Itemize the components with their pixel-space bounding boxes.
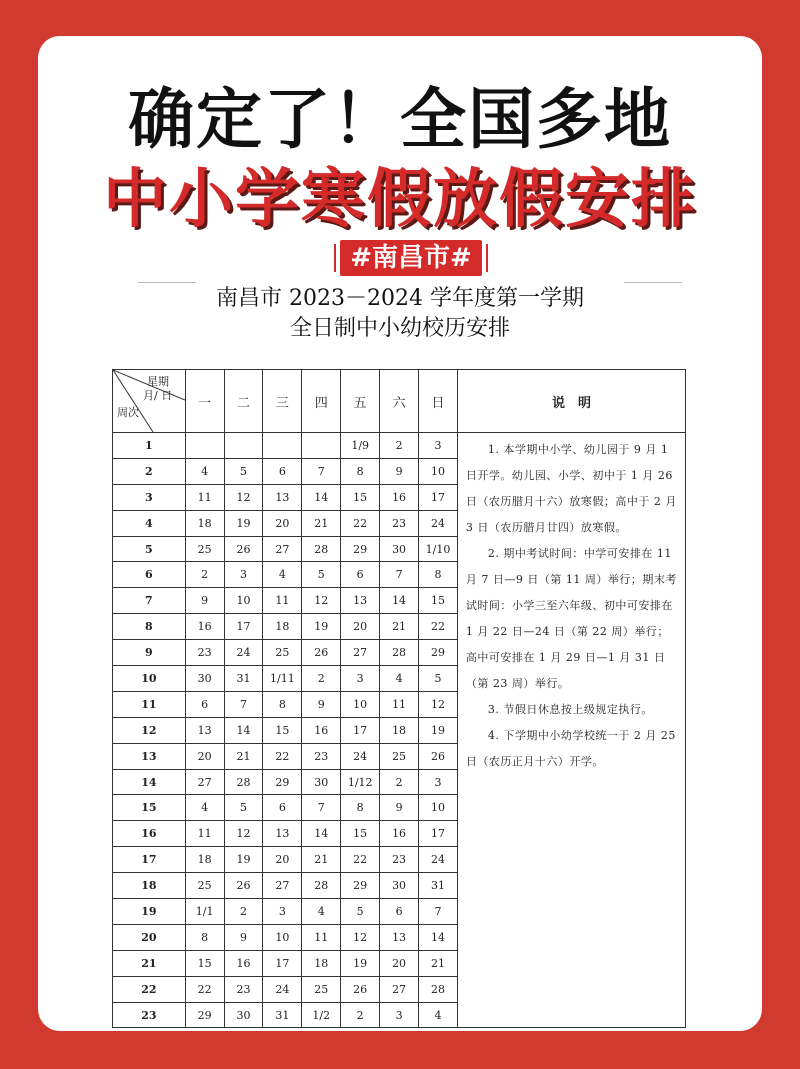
- day-cell: 17: [224, 614, 263, 640]
- week-number-cell: 13: [113, 743, 186, 769]
- day-cell: 7: [302, 795, 341, 821]
- note-paragraph: 4. 下学期中小幼学校统一于 2 月 25 日（农历正月十六）开学。: [465, 729, 676, 768]
- day-cell: 16: [380, 821, 419, 847]
- day-cell: 16: [185, 614, 224, 640]
- day-cell: 15: [341, 484, 380, 510]
- weekday-header: 五: [341, 370, 380, 433]
- day-cell: 2: [224, 899, 263, 925]
- day-cell: 3: [419, 433, 458, 459]
- notes-header: 说 明: [457, 370, 685, 433]
- day-cell: 13: [263, 484, 302, 510]
- day-cell: 29: [263, 769, 302, 795]
- day-cell: 1/10: [419, 536, 458, 562]
- day-cell: 27: [380, 976, 419, 1002]
- day-cell: 6: [341, 562, 380, 588]
- day-cell: 17: [419, 821, 458, 847]
- day-cell: 5: [419, 666, 458, 692]
- day-cell: 25: [380, 743, 419, 769]
- day-cell: 19: [224, 847, 263, 873]
- day-cell: 19: [224, 510, 263, 536]
- day-cell: 30: [185, 666, 224, 692]
- week-number-cell: 16: [113, 821, 186, 847]
- day-cell: 21: [224, 743, 263, 769]
- day-cell: 9: [380, 458, 419, 484]
- week-number-cell: 17: [113, 847, 186, 873]
- day-cell: 9: [302, 691, 341, 717]
- day-cell: 3: [263, 899, 302, 925]
- day-cell: 19: [341, 950, 380, 976]
- day-cell: 21: [302, 510, 341, 536]
- day-cell: 29: [419, 640, 458, 666]
- day-cell: [263, 433, 302, 459]
- week-number-cell: 22: [113, 976, 186, 1002]
- week-number-cell: 7: [113, 588, 186, 614]
- day-cell: 20: [380, 950, 419, 976]
- day-cell: 8: [341, 458, 380, 484]
- day-cell: 23: [224, 976, 263, 1002]
- day-cell: 1/11: [263, 666, 302, 692]
- week-number-cell: 19: [113, 899, 186, 925]
- day-cell: 6: [185, 691, 224, 717]
- day-cell: 30: [380, 536, 419, 562]
- day-cell: 15: [263, 717, 302, 743]
- day-cell: 26: [419, 743, 458, 769]
- weekday-header: 二: [224, 370, 263, 433]
- day-cell: 15: [341, 821, 380, 847]
- day-cell: 7: [380, 562, 419, 588]
- day-cell: 3: [341, 666, 380, 692]
- day-cell: 4: [185, 458, 224, 484]
- day-cell: 31: [419, 873, 458, 899]
- week-number-cell: 23: [113, 1002, 186, 1028]
- document-title: 南昌市 2023－2024 学年度第一学期: [216, 286, 584, 311]
- day-cell: 6: [263, 458, 302, 484]
- day-cell: 28: [302, 873, 341, 899]
- day-cell: 13: [263, 821, 302, 847]
- notes-cell: [457, 433, 685, 1028]
- note-paragraph: 3. 节假日休息按上级规定执行。: [487, 703, 653, 716]
- week-number-cell: 11: [113, 691, 186, 717]
- day-cell: 12: [302, 588, 341, 614]
- day-cell: 11: [185, 821, 224, 847]
- day-cell: 15: [185, 950, 224, 976]
- week-number-cell: 12: [113, 717, 186, 743]
- day-cell: 26: [224, 536, 263, 562]
- note-paragraph: 2. 期中考试时间：中学可安排在 11 月 7 日—9 日（第 11 周）举行；期末考试时间：小学三至六年级、初中可安排在 1 月 22 日—24 日（第 22 周）举行；高中可安排在 1 月 29 日—1 月 31 日（第 23 周）举行。: [465, 547, 677, 690]
- day-cell: 24: [224, 640, 263, 666]
- document-subtitle: 全日制中小幼校历安排: [289, 316, 510, 341]
- headline-line-2: 中小学寒假放假安排: [103, 163, 697, 237]
- day-cell: 11: [263, 588, 302, 614]
- poster-card: [38, 36, 762, 1031]
- day-cell: 29: [341, 873, 380, 899]
- divider-right: [624, 282, 682, 283]
- day-cell: 11: [302, 924, 341, 950]
- week-number-cell: 14: [113, 769, 186, 795]
- day-cell: 12: [341, 924, 380, 950]
- day-cell: 21: [302, 847, 341, 873]
- day-cell: 11: [185, 484, 224, 510]
- day-cell: 10: [224, 588, 263, 614]
- day-cell: 10: [419, 458, 458, 484]
- day-cell: 22: [419, 614, 458, 640]
- week-number-cell: 6: [113, 562, 186, 588]
- day-cell: 4: [419, 1002, 458, 1028]
- day-cell: 28: [419, 976, 458, 1002]
- day-cell: 10: [263, 924, 302, 950]
- note-paragraph: 1. 本学期中小学、幼儿园于 9 月 1 日开学。幼儿园、小学、初中于 1 月 26 日（农历腊月十六）放寒假；高中于 2 月 3 日（农历腊月廿四）放寒假。: [465, 443, 677, 534]
- day-cell: 18: [185, 847, 224, 873]
- day-cell: 6: [263, 795, 302, 821]
- day-cell: 5: [341, 899, 380, 925]
- day-cell: 26: [302, 640, 341, 666]
- day-cell: 12: [419, 691, 458, 717]
- day-cell: 24: [263, 976, 302, 1002]
- week-number-cell: 1: [113, 433, 186, 459]
- day-cell: 14: [302, 484, 341, 510]
- day-cell: 13: [341, 588, 380, 614]
- day-cell: 30: [224, 1002, 263, 1028]
- city-tag: #南昌市#: [340, 240, 482, 276]
- week-number-cell: 5: [113, 536, 186, 562]
- day-cell: 24: [341, 743, 380, 769]
- day-cell: 5: [224, 458, 263, 484]
- day-cell: 29: [341, 536, 380, 562]
- day-cell: 22: [341, 847, 380, 873]
- day-cell: 4: [185, 795, 224, 821]
- day-cell: 9: [185, 588, 224, 614]
- day-cell: 20: [263, 510, 302, 536]
- day-cell: 9: [224, 924, 263, 950]
- day-cell: 5: [224, 795, 263, 821]
- day-cell: 10: [419, 795, 458, 821]
- day-cell: 20: [185, 743, 224, 769]
- day-cell: 3: [419, 769, 458, 795]
- day-cell: 1/12: [341, 769, 380, 795]
- day-cell: 28: [224, 769, 263, 795]
- day-cell: [185, 433, 224, 459]
- day-cell: 4: [302, 899, 341, 925]
- day-cell: 7: [302, 458, 341, 484]
- day-cell: 5: [302, 562, 341, 588]
- day-cell: 24: [419, 847, 458, 873]
- week-number-cell: 20: [113, 924, 186, 950]
- day-cell: 4: [380, 666, 419, 692]
- day-cell: [302, 433, 341, 459]
- table-header-row: [113, 370, 686, 433]
- day-cell: 12: [224, 821, 263, 847]
- day-cell: 8: [263, 691, 302, 717]
- day-cell: 1/1: [185, 899, 224, 925]
- day-cell: 2: [302, 666, 341, 692]
- day-cell: 7: [224, 691, 263, 717]
- day-cell: 28: [380, 640, 419, 666]
- day-cell: 27: [185, 769, 224, 795]
- day-cell: 13: [185, 717, 224, 743]
- day-cell: 24: [419, 510, 458, 536]
- day-cell: 14: [419, 924, 458, 950]
- week-number-cell: 2: [113, 458, 186, 484]
- day-cell: 14: [302, 821, 341, 847]
- week-number-cell: 10: [113, 666, 186, 692]
- day-cell: 22: [341, 510, 380, 536]
- day-cell: 4: [263, 562, 302, 588]
- table-row: [113, 433, 686, 459]
- day-cell: 25: [185, 873, 224, 899]
- day-cell: 22: [263, 743, 302, 769]
- day-cell: 1/9: [341, 433, 380, 459]
- day-cell: 2: [341, 1002, 380, 1028]
- day-cell: 17: [419, 484, 458, 510]
- day-cell: 18: [185, 510, 224, 536]
- day-cell: 13: [380, 924, 419, 950]
- day-cell: 2: [380, 433, 419, 459]
- day-cell: 15: [419, 588, 458, 614]
- day-cell: [224, 433, 263, 459]
- week-number-cell: 4: [113, 510, 186, 536]
- day-cell: 23: [380, 510, 419, 536]
- day-cell: 19: [302, 614, 341, 640]
- day-cell: 14: [380, 588, 419, 614]
- corner-month-day-label: 月/ 日: [143, 389, 173, 402]
- day-cell: 10: [341, 691, 380, 717]
- day-cell: 7: [419, 899, 458, 925]
- week-number-cell: 15: [113, 795, 186, 821]
- day-cell: 22: [185, 976, 224, 1002]
- day-cell: 17: [263, 950, 302, 976]
- corner-week-label: 周次: [117, 406, 139, 419]
- day-cell: 29: [185, 1002, 224, 1028]
- day-cell: 8: [341, 795, 380, 821]
- week-number-cell: 8: [113, 614, 186, 640]
- week-number-cell: 18: [113, 873, 186, 899]
- day-cell: 16: [302, 717, 341, 743]
- weekday-header: 六: [380, 370, 419, 433]
- day-cell: 1/2: [302, 1002, 341, 1028]
- weekday-header: 日: [419, 370, 458, 433]
- day-cell: 18: [302, 950, 341, 976]
- day-cell: 27: [341, 640, 380, 666]
- day-cell: 18: [380, 717, 419, 743]
- day-cell: 21: [380, 614, 419, 640]
- day-cell: 25: [185, 536, 224, 562]
- day-cell: 2: [185, 562, 224, 588]
- week-number-cell: 9: [113, 640, 186, 666]
- week-number-cell: 21: [113, 950, 186, 976]
- day-cell: 2: [380, 769, 419, 795]
- day-cell: 27: [263, 536, 302, 562]
- day-cell: 26: [341, 976, 380, 1002]
- day-cell: 8: [185, 924, 224, 950]
- day-cell: 25: [263, 640, 302, 666]
- weekday-header: 三: [263, 370, 302, 433]
- weekday-header: 四: [302, 370, 341, 433]
- day-cell: 21: [419, 950, 458, 976]
- weekday-header: 一: [185, 370, 224, 433]
- day-cell: 23: [380, 847, 419, 873]
- day-cell: 28: [302, 536, 341, 562]
- week-number-cell: 3: [113, 484, 186, 510]
- corner-weekday-label: 星期: [147, 375, 169, 388]
- day-cell: 18: [263, 614, 302, 640]
- day-cell: 6: [380, 899, 419, 925]
- day-cell: 23: [185, 640, 224, 666]
- day-cell: 30: [380, 873, 419, 899]
- day-cell: 26: [224, 873, 263, 899]
- day-cell: 3: [224, 562, 263, 588]
- day-cell: 20: [341, 614, 380, 640]
- day-cell: 14: [224, 717, 263, 743]
- divider-left: [138, 282, 196, 283]
- day-cell: 3: [380, 1002, 419, 1028]
- day-cell: 17: [341, 717, 380, 743]
- day-cell: 23: [302, 743, 341, 769]
- day-cell: 31: [263, 1002, 302, 1028]
- day-cell: 27: [263, 873, 302, 899]
- day-cell: 16: [380, 484, 419, 510]
- day-cell: 20: [263, 847, 302, 873]
- day-cell: 25: [302, 976, 341, 1002]
- day-cell: 19: [419, 717, 458, 743]
- day-cell: 12: [224, 484, 263, 510]
- day-cell: 31: [224, 666, 263, 692]
- school-calendar-table: [112, 369, 686, 1028]
- day-cell: 16: [224, 950, 263, 976]
- day-cell: 9: [380, 795, 419, 821]
- day-cell: 8: [419, 562, 458, 588]
- day-cell: 11: [380, 691, 419, 717]
- corner-header-cell: [113, 370, 186, 433]
- headline-line-1: 确定了！全国多地: [128, 81, 672, 158]
- calendar-body: [113, 433, 686, 1028]
- day-cell: 30: [302, 769, 341, 795]
